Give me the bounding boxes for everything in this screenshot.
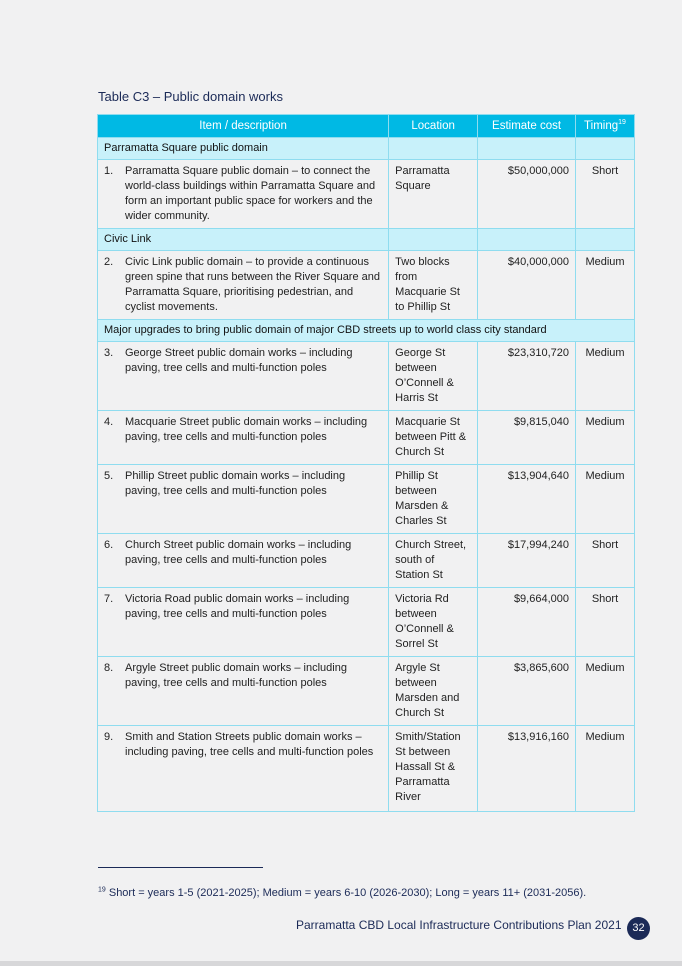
- item-cost: $13,904,640: [478, 465, 576, 534]
- header-cost: Estimate cost: [478, 115, 576, 138]
- item-timing: Medium: [576, 657, 635, 726]
- item-location: Parramatta Square: [389, 160, 478, 229]
- item-cost: $17,994,240: [478, 534, 576, 588]
- item-number: 2.: [104, 256, 114, 268]
- item-number: 6.: [104, 539, 114, 551]
- item-timing: Medium: [576, 411, 635, 465]
- item-number: 5.: [104, 470, 114, 482]
- table-title: Table C3 – Public domain works: [98, 89, 283, 104]
- item-location: Phillip St between Marsden & Charles St: [389, 465, 478, 534]
- item-number: 4.: [104, 416, 114, 428]
- item-timing: Medium: [576, 465, 635, 534]
- footnote-divider: [98, 867, 263, 868]
- item-description: Victoria Road public domain works – including paving, tree cells and multi-function poles: [125, 593, 350, 620]
- header-location: Location: [389, 115, 478, 138]
- item-description: Church Street public domain works – including paving, tree cells and multi-function poles: [125, 539, 352, 566]
- item-cost: $40,000,000: [478, 251, 576, 320]
- item-number: 8.: [104, 662, 114, 674]
- item-timing: Short: [576, 588, 635, 657]
- item-description: Parramatta Square public domain – to connect the world-class buildings within Parramatta Square and form an important public space for workers and the wider community.: [125, 165, 376, 222]
- footnote-ref: 19: [618, 118, 626, 126]
- public-domain-works-table: [97, 114, 635, 812]
- item-description: Smith and Station Streets public domain works – including paving, tree cells and multi-function poles: [125, 731, 374, 758]
- table-row: [98, 534, 635, 588]
- table-row: [98, 251, 635, 320]
- item-location: Church Street, south of Station St: [389, 534, 478, 588]
- item-timing: Medium: [576, 251, 635, 320]
- item-timing: Short: [576, 534, 635, 588]
- page-bottom-edge: [0, 961, 682, 966]
- footnote-text: Short = years 1-5 (2021-2025); Medium = years 6-10 (2026-2030); Long = years 11+ (2031-2056).: [105, 887, 587, 899]
- section-row: [98, 320, 635, 342]
- item-description: Macquarie Street public domain works – including paving, tree cells and multi-function poles: [125, 416, 368, 443]
- table-row: [98, 411, 635, 465]
- table-row: [98, 726, 635, 812]
- table-row: [98, 657, 635, 726]
- item-number: 3.: [104, 347, 114, 359]
- section-row: [98, 229, 635, 251]
- item-number: 9.: [104, 731, 114, 743]
- item-cost: $13,916,160: [478, 726, 576, 812]
- table-row: [98, 465, 635, 534]
- item-cost: $9,815,040: [478, 411, 576, 465]
- table-header-row: [98, 115, 635, 138]
- section-label: Major upgrades to bring public domain of major CBD streets up to world class city standard: [98, 320, 635, 342]
- footnote-marker: 19: [98, 886, 106, 894]
- section-label: Civic Link: [98, 229, 389, 251]
- item-location: Victoria Rd between O’Connell & Sorrel St: [389, 588, 478, 657]
- item-location: Macquarie St between Pitt & Church St: [389, 411, 478, 465]
- section-row: [98, 138, 635, 160]
- footer-doc-title: Parramatta CBD Local Infrastructure Contributions Plan 2021: [296, 918, 622, 932]
- item-location: George St between O’Connell & Harris St: [389, 342, 478, 411]
- item-description: Phillip Street public domain works – including paving, tree cells and multi-function poles: [125, 470, 346, 497]
- item-number: 1.: [104, 165, 114, 177]
- table-row: [98, 160, 635, 229]
- item-timing: Medium: [576, 726, 635, 812]
- section-label: Parramatta Square public domain: [98, 138, 389, 160]
- item-cost: $9,664,000: [478, 588, 576, 657]
- item-cost: $23,310,720: [478, 342, 576, 411]
- footnote: [98, 887, 586, 899]
- item-description: George Street public domain works – including paving, tree cells and multi-function poles: [125, 347, 353, 374]
- item-description: Argyle Street public domain works – including paving, tree cells and multi-function poles: [125, 662, 347, 689]
- item-timing: Medium: [576, 342, 635, 411]
- item-timing: Short: [576, 160, 635, 229]
- item-location: Argyle St between Marsden and Church St: [389, 657, 478, 726]
- item-location: Smith/Station St between Hassall St & Parramatta River: [389, 726, 478, 812]
- item-cost: $50,000,000: [478, 160, 576, 229]
- page-number-badge: 32: [627, 917, 650, 940]
- item-number: 7.: [104, 593, 114, 605]
- table-row: [98, 588, 635, 657]
- table-row: [98, 342, 635, 411]
- item-location: Two blocks from Macquarie St to Phillip St: [389, 251, 478, 320]
- item-cost: $3,865,600: [478, 657, 576, 726]
- item-description: Civic Link public domain – to provide a continuous green spine that runs between the River Square and Parramatta Square, prioritising pedestrian, and cyclist movements.: [125, 256, 380, 313]
- header-item: Item / description: [98, 115, 389, 138]
- header-timing-label: Timing: [584, 119, 619, 132]
- header-timing: [576, 115, 635, 138]
